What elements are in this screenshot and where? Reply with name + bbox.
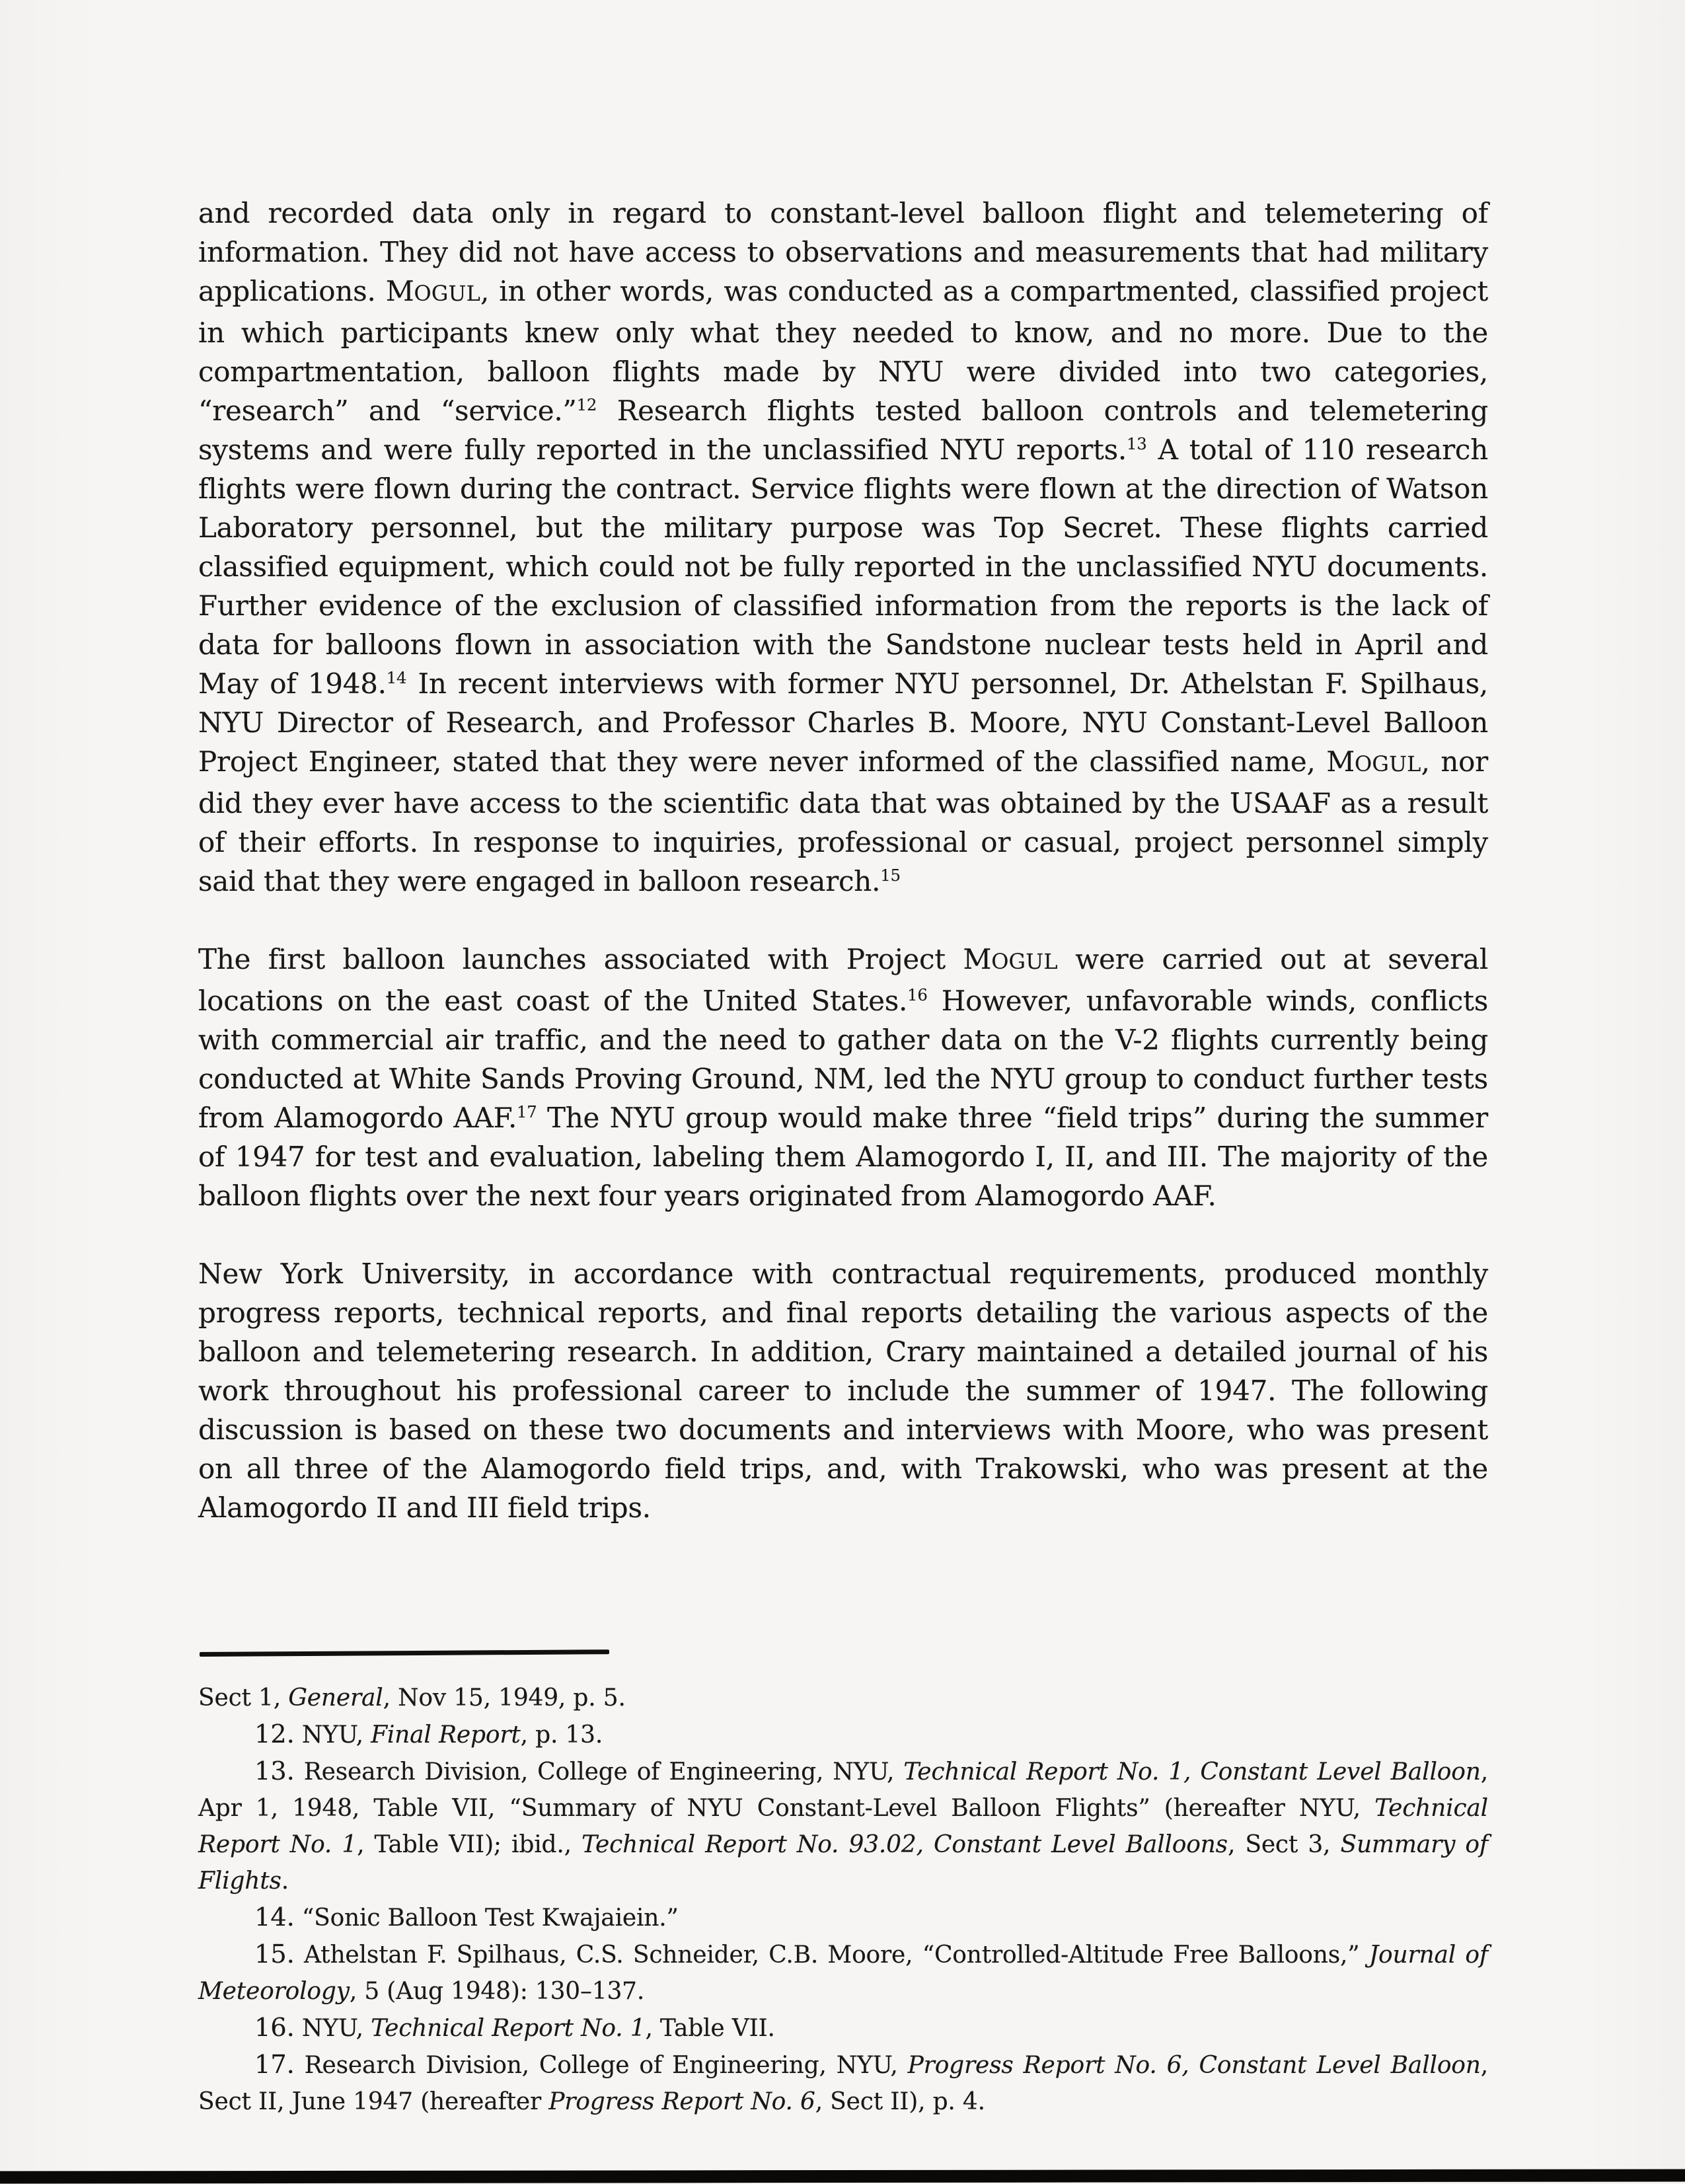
paragraph-mogul-compartmentation: and recorded data only in regard to constant-level balloon flight and telemetering of information. They did not have access to observations and measurements that had military applications. MOGUL, in other words, was conducted as a compartmented, classified project in which participants knew only what they needed to know, and no more. Due to the compartmentation, balloon flights made by NYU were divided into two categories, “research” and “service.”$^{12}$ Research flights tested balloon controls and telemetering systems and were fully reported in the unclassified NYU reports.$^{13}$ A total of 110 research flights were flown during the contract. Service flights were flown at the direction of Watson Laboratory personnel, but the military purpose was Top Secret. These flights carried classified equipment, which could not be fully reported in the unclassified NYU documents. Further evidence of the exclusion of classified information from the reports is the lack of data for balloons flown in association with the Sandstone nuclear tests held in April and May of 1948.14 In recent interviews with former NYU personnel, Dr. Athelstan F. Spilhaus, NYU Director of Research, and Professor Charles B. Moore, NYU Constant-Level Balloon Project Engineer, stated that they were never informed of the classified name, MOGUL, nor did they ever have access to the scientific data that was obtained by the USAAF as a result of their efforts. In response to inquiries, professional or casual, project personnel simply said that they were engaged in balloon research.$^{15}$ [198, 197, 1488, 897]
body-text [198, 194, 1488, 1527]
footnote-separator-rule [200, 1649, 609, 1657]
paragraph-nyu-reports: New York University, in accordance with contractual requirements, produced monthly progress reports, technical reports, and final reports detailing the various aspects of the balloon and telemetering research. In addition, Crary maintained a detailed journal of his work throughout his professional career to include the summer of 1947. The following discussion is based on these two documents and interviews with Moore, who was present on all three of the Alamogordo field trips, and, with Trakowski, who was present at the Alamogordo II and III field trips. [198, 1258, 1488, 1524]
scan-edge-artifact [0, 2169, 1685, 2183]
footnote-list [198, 1680, 1488, 2120]
footnote-12: 12. NYU, Final Report, p. 13. [254, 1719, 603, 1749]
footnote-17: 17. Research Division, College of Engineering, NYU, Progress Report No. 6, Constant Level Balloon, Sect II, June 1947 (hereafter Progress Report No. 6, Sect II), p. 4. [198, 2050, 1489, 2115]
footnote-11-continuation: Sect 1, General, Nov 15, 1949, p. 5. [198, 1684, 626, 1712]
footnote-14: 14. “Sonic Balloon Test Kwajaiein.” [254, 1902, 679, 1932]
footnote-16: 16. NYU, Technical Report No. 1, Table VII. [254, 2013, 775, 2043]
footnotes-section [198, 1652, 1488, 2120]
footnote-15: 15. Athelstan F. Spilhaus, C.S. Schneider, C.B. Moore, “Controlled-Altitude Free Balloons,” Journal of Meteorology, 5 (Aug 1948): 130–137. [198, 1939, 1489, 2005]
paragraph-first-balloon-launches: The first balloon launches associated with Project MOGUL were carried out at several locations on the east coast of the United States.$^{16}$ However, unfavorable winds, conflicts with commercial air traffic, and the need to gather data on the V-2 flights currently being conducted at White Sands Proving Ground, NM, led the NYU group to conduct further tests from Alamogordo AAF.$^{17}$ The NYU group would make three “field trips” during the summer of 1947 for test and evaluation, labeling them Alamogordo I, II, and III. The majority of the balloon flights over the next four years originated from Alamogordo AAF. [198, 943, 1489, 1212]
footnote-13: 13. Research Division, College of Engineering, NYU, Technical Report No. 1, Constant Level Balloon, Apr 1, 1948, Table VII, “Summary of NYU Constant-Level Balloon Flights” (hereafter NYU, Technical Report No. 1, Table VII); ibid., Technical Report No. 93.02, Constant Level Balloons, Sect 3, Summary of Flights. [198, 1756, 1488, 1895]
